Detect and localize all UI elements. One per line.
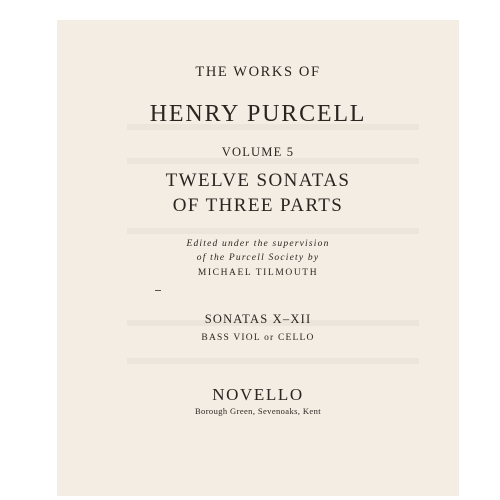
publisher-address: Borough Green, Sevenoaks, Kent [194,406,321,416]
stray-mark [155,290,161,291]
publisher-name: NOVELLO [212,385,304,404]
work-title-line-1: TWELVE SONATAS [165,170,351,191]
show-through-texture [127,228,419,234]
volume-number: VOLUME 5 [221,145,295,159]
composer-name: HENRY PURCELL [149,101,367,127]
show-through-texture [127,358,419,364]
title-page [57,20,459,496]
sonatas-range: SONATAS X–XII [204,312,312,326]
editorial-note-line-2: of the Purcell Society by [196,253,320,263]
editorial-note-line-1: Edited under the supervision [186,239,330,249]
editor-name: MICHAEL TILMOUTH [197,268,319,278]
works-of-heading: THE WORKS OF [195,64,321,80]
work-title-line-2: OF THREE PARTS [172,195,344,216]
instrument-part: BASS VIOL or CELLO [201,333,315,343]
